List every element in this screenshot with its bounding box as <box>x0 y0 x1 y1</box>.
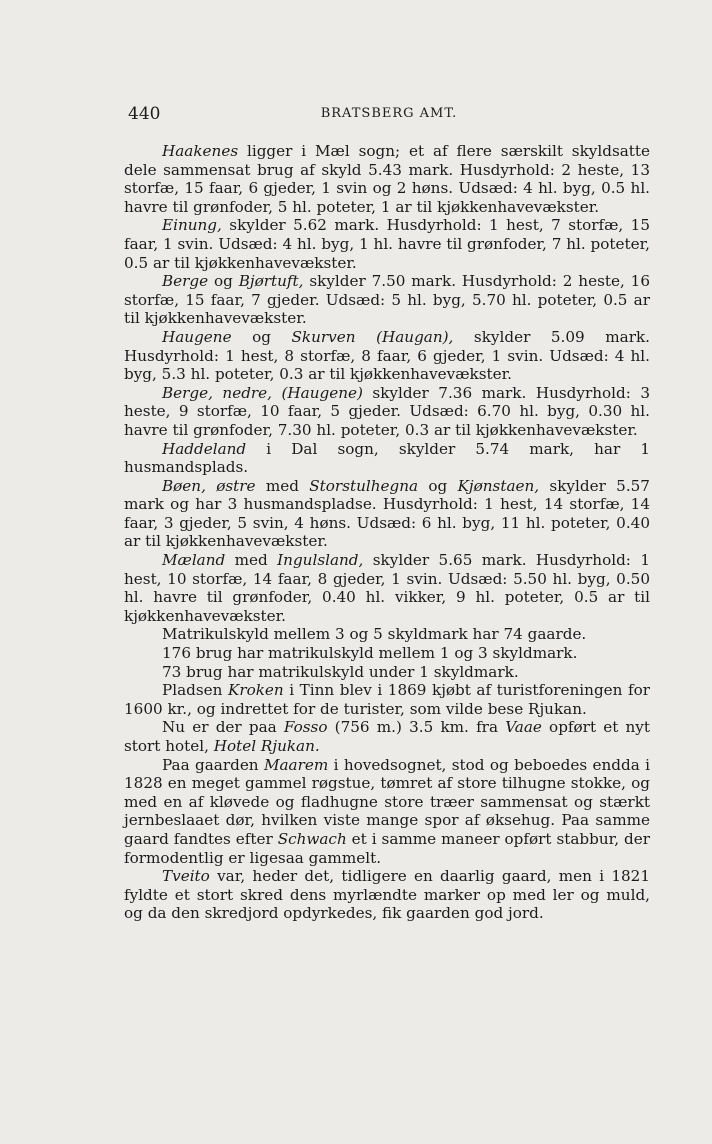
page-number: 440 <box>128 104 161 124</box>
italic-name: Ingulsland, <box>277 551 364 570</box>
italic-name: Bøen, østre <box>162 476 256 495</box>
paragraph <box>124 440 650 477</box>
text-run: Paa gaarden <box>162 755 264 774</box>
body-text <box>124 142 650 923</box>
text-run: skylder 5.65 mark. Husdyrhold: 1 hest, 10 storfæ, 14 faar, 8 gjeder, 1 svin. Udsæd: 5.50 hl. byg, 0.50 hl. havre til grønfoder, 0.40 hl. vikker, 9 hl. poteter, 0.5 ar til kjøkkenhavevækster. <box>124 551 650 625</box>
paragraph <box>124 867 650 923</box>
text-run: og <box>418 476 458 495</box>
paragraph <box>124 328 650 384</box>
paragraph <box>124 681 650 718</box>
italic-name: Skurven (Haugan), <box>291 327 454 346</box>
text-run: med <box>255 476 310 495</box>
italic-name: Kroken <box>227 681 284 700</box>
text-run: Pladsen <box>162 681 228 700</box>
text-run: skylder 5.62 mark. Husdyrhold: 1 hest, 7 storfæ, 15 faar, 1 svin. Udsæd: 4 hl. byg, 1 hl. havre til grønfoder, 7 hl. poteter, 0.5 ar til kjøkkenhavevækster. <box>124 216 650 272</box>
paragraph <box>124 216 650 272</box>
italic-name: Bjørtuft, <box>238 272 304 291</box>
paragraph <box>124 384 650 440</box>
paragraph <box>124 551 650 625</box>
italic-name: Einung, <box>162 216 222 235</box>
text-run: i Dal sogn, skylder 5.74 mark, har 1 husmandsplads. <box>124 439 650 477</box>
text-run: og <box>208 272 239 291</box>
paragraph <box>124 477 650 551</box>
paragraph <box>124 663 650 682</box>
italic-name: Fosso <box>283 718 328 737</box>
italic-name: Mæland <box>162 551 226 570</box>
page-header <box>124 104 654 128</box>
italic-name: Storstulhegna <box>309 476 419 495</box>
italic-name: Haakenes <box>162 142 239 160</box>
text-run: 176 brug har matrikulskyld mellem 1 og 3 skyldmark. <box>162 644 578 663</box>
paragraph <box>124 272 650 328</box>
paragraph <box>124 718 650 755</box>
running-title: BRATSBERG AMT. <box>320 106 458 121</box>
italic-name: Tveito <box>162 867 210 886</box>
paragraph <box>124 756 650 868</box>
italic-name: Haddeland <box>162 439 247 458</box>
italic-name: Haugene <box>162 327 232 346</box>
text-run: og <box>231 327 292 346</box>
paragraph <box>124 142 650 216</box>
text-run: i hovedsognet, stod og beboedes endda i 1828 en meget gammel røgstue, tømret af store tilhugne stokke, og med en af kløvede og fladhugne store træer sammensat og stærkt jernbeslaaet dør, hvilken viste mange spor af øksehug. Paa samme gaard fandtes efter <box>124 755 650 848</box>
italic-name: Maarem <box>263 755 329 774</box>
text-run: var, heder det, tidligere en daarlig gaard, men i 1821 fyldte et stort skred dens myrlændte marker op med ler og muld, og da den skredjord opdyrkedes, fik gaarden god jord. <box>124 867 650 923</box>
text-run: opført et nyt stort hotel, <box>124 718 650 755</box>
text-run: skylder 7.36 mark. Husdyrhold: 3 heste, 9 storfæ, 10 faar, 5 gjeder. Udsæd: 6.70 hl. byg, 0.30 hl. havre til grønfoder, 7.30 hl. poteter, 0.3 ar til kjøkkenhavevækster. <box>124 383 650 439</box>
text-run: skylder 5.57 mark og har 3 husmandspladse. Husdyrhold: 1 hest, 14 storfæ, 14 faar, 3 gjeder, 5 svin, 4 høns. Udsæd: 6 hl. byg, 11 hl. poteter, 0.40 ar til kjøkkenhavevækster. <box>124 476 650 551</box>
italic-name: Hotel Rjukan. <box>213 737 320 755</box>
italic-name: Vaae <box>505 718 542 737</box>
paragraph <box>124 644 650 663</box>
text-run: (756 m.) 3.5 km. fra <box>327 718 506 737</box>
italic-name: Berge, nedre, (Haugene) <box>162 383 363 402</box>
text-run: 73 brug har matrikulskyld under 1 skyldmark. <box>162 662 519 681</box>
text-run: med <box>225 551 278 570</box>
text-run: et i samme maneer opført stabbur, der formodentlig er ligesaa gammelt. <box>124 829 650 867</box>
text-run: i Tinn blev i 1869 kjøbt af turistforeningen for 1600 kr., og indrettet for de turister, som vilde bese Rjukan. <box>124 681 651 718</box>
italic-name: Berge <box>162 272 209 291</box>
text-run: skylder 5.09 mark. Husdyrhold: 1 hest, 8 storfæ, 8 faar, 6 gjeder, 1 svin. Udsæd: 4 hl. byg, 5.3 hl. poteter, 0.3 ar til kjøkkenhavevækster. <box>124 327 650 384</box>
text-run: Matrikulskyld mellem 3 og 5 skyldmark har 74 gaarde. <box>162 625 587 644</box>
paragraph <box>124 625 650 644</box>
text-run: skylder 7.50 mark. Husdyrhold: 2 heste, 16 storfæ, 15 faar, 7 gjeder. Udsæd: 5 hl. byg, 5.70 hl. poteter, 0.5 ar til kjøkkenhavevækster. <box>124 272 650 328</box>
italic-name: Kjønstaen, <box>457 476 540 495</box>
text-run: Nu er der paa <box>162 718 284 737</box>
text-run: ligger i Mæl sogn; et af flere særskilt skyldsatte dele sammensat brug af skyld 5.43 mark. Husdyrhold: 2 heste, 13 storfæ, 15 faar, 6 gjeder, 1 svin og 2 høns. Udsæd: 4 hl. byg, 0.5 hl. havre til grønfoder, 5 hl. poteter, 1 ar til kjøkkenhavevækster. <box>124 142 650 216</box>
italic-name: Schwach <box>277 829 347 848</box>
